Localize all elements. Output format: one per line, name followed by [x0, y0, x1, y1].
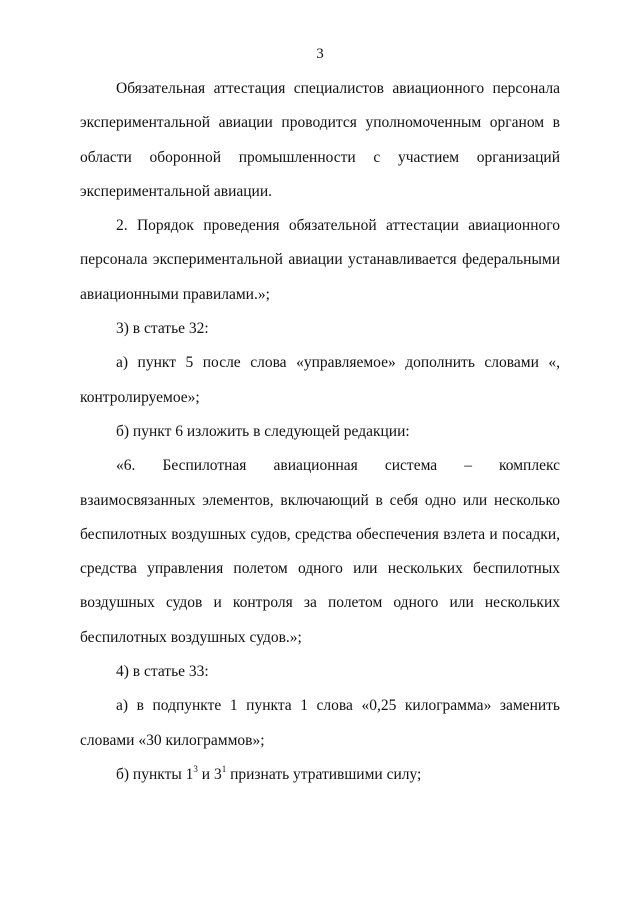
superscript-1: 1	[221, 763, 227, 774]
paragraph-article-32: 3) в статье 32:	[116, 320, 209, 338]
paragraph-subitem-1: а) в подпункте 1 пункта 1 слова «0,25 килограмма» заменить словами «30 килограммов»;	[80, 697, 560, 749]
repeal-prefix: б) пункты 1	[116, 765, 194, 783]
paragraph-item-5: а) пункт 5 после слова «управляемое» дополнить словами «, контролируемое»;	[80, 354, 560, 406]
paragraph-procedure: 2. Порядок проведения обязательной аттестации авиационного персонала экспериментальной авиации устанавливается федеральными авиационными правилами.»;	[80, 217, 560, 303]
paragraph-attestation: Обязательная аттестация специалистов авиационного персонала экспериментальной авиации проводится уполномоченным органом в области оборонной промышленности с участием организаций экспериментальной авиации.	[80, 80, 560, 200]
superscript-3: 3	[193, 763, 198, 774]
paragraph-uas-definition: «6. Беспилотная авиационная система – комплекс взаимосвязанных элементов, включающий в себя одно или несколько беспилотных воздушных судов, средства обеспечения взлета и посадки, средства управления полетом одного или нескольких беспилотных воздушных судов и контроля за полетом одного или нескольких беспилотных воздушных судов.»;	[80, 457, 560, 646]
paragraph-item-6-intro: б) пункт 6 изложить в следующей редакции:	[116, 422, 410, 440]
document-body	[80, 72, 560, 792]
repeal-suffix: признать утратившими силу;	[226, 765, 422, 783]
paragraph-items-repeal	[80, 758, 560, 792]
paragraph-article-33: 4) в статье 33:	[116, 663, 209, 681]
repeal-middle: и 3	[197, 765, 222, 783]
page-number: 3	[316, 46, 324, 62]
